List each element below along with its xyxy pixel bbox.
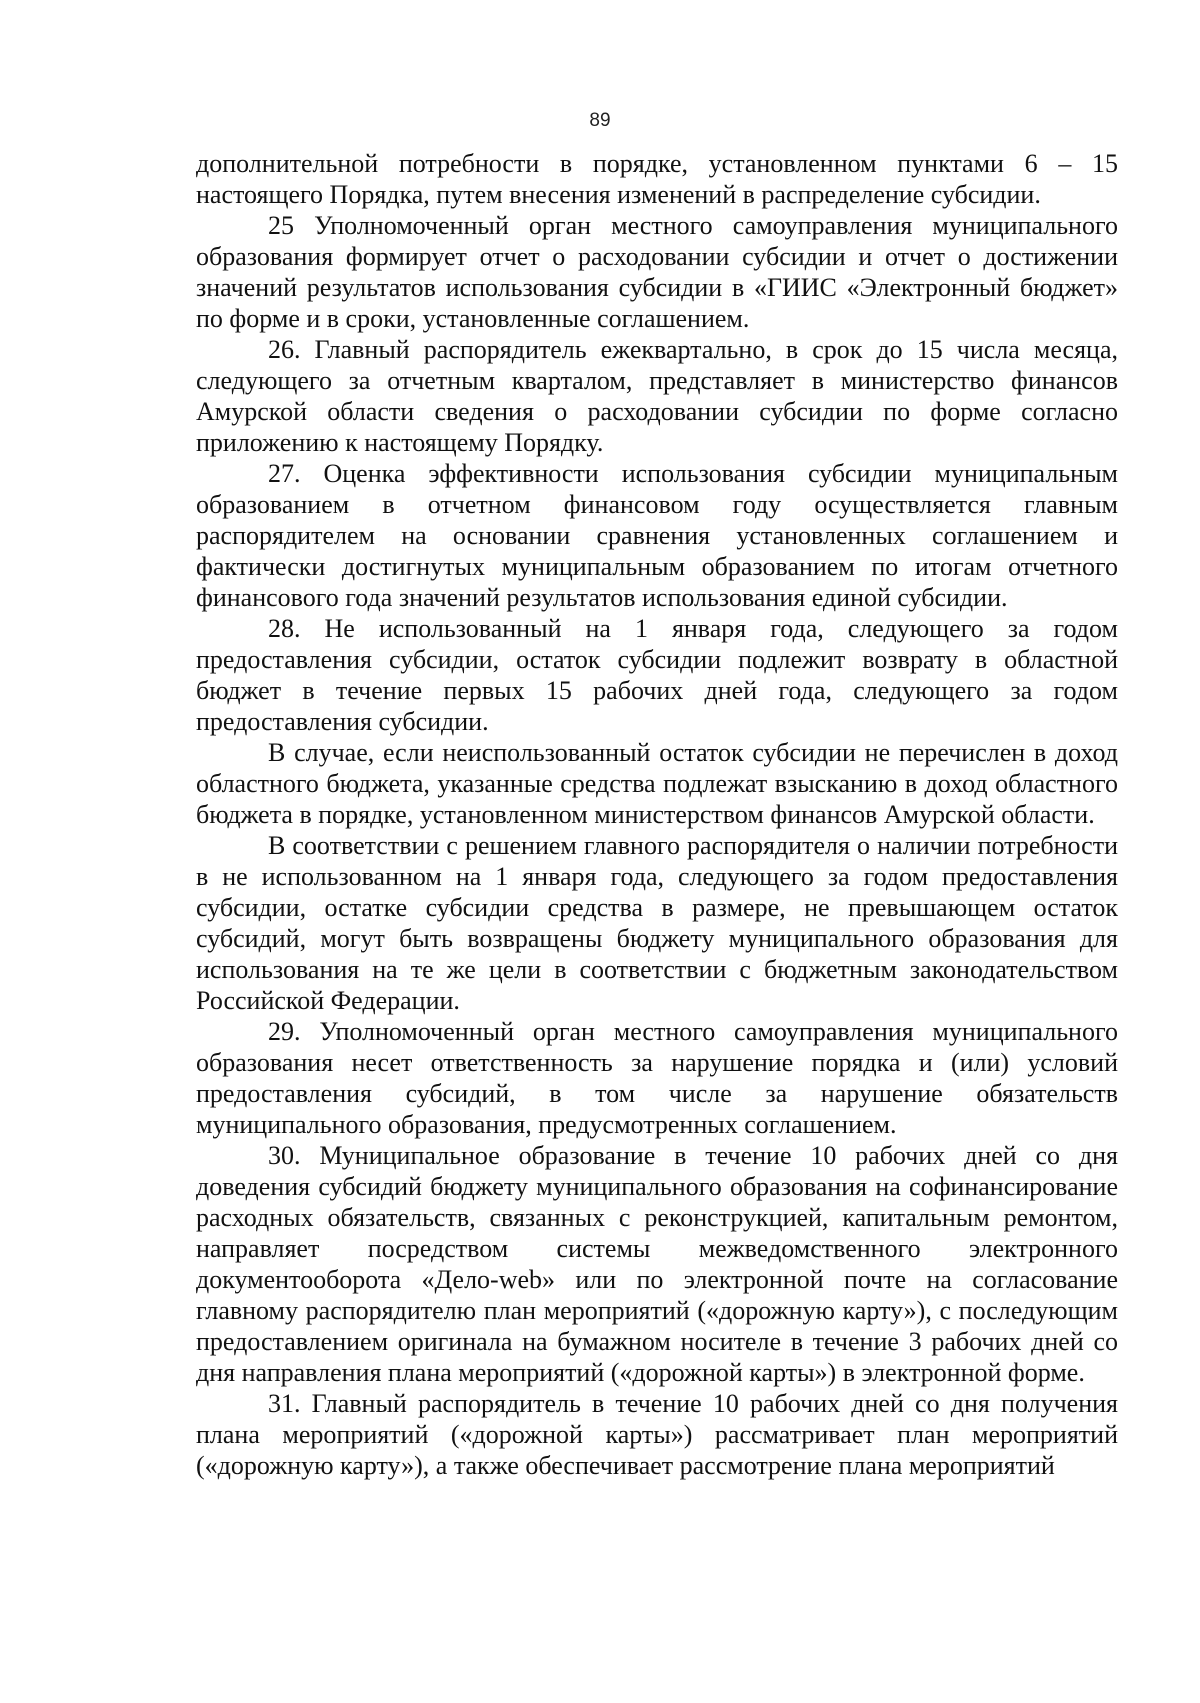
paragraph-29: 29. Уполномоченный орган местного самоуправления муниципального образования несет ответственность за нарушение порядка и (или) условий предоставления субсидий, в том числе за нарушение обязательств муниципального образования, предусмотренных соглашением. <box>196 1017 1118 1139</box>
paragraph-26: 26. Главный распорядитель ежеквартально, в срок до 15 числа месяца, следующего за отчетным кварталом, представляет в министерство финансов Амурской области сведения о расходовании субсидии по форме согласно приложению к настоящему Порядку. <box>196 335 1118 457</box>
paragraph-28: 28. Не использованный на 1 января года, следующего за годом предоставления субсидии, остаток субсидии подлежит возврату в областной бюджет в течение первых 15 рабочих дней года, следующего за годом предоставления субсидии. <box>196 614 1118 736</box>
paragraph-continuation: дополнительной потребности в порядке, установленном пунктами 6 – 15 настоящего Порядка, путем внесения изменений в распределение субсидии. <box>196 149 1118 209</box>
paragraph-28-case: В случае, если неиспользованный остаток субсидии не перечислен в доход областного бюджета, указанные средства подлежат взысканию в доход областного бюджета в порядке, установленном министерством финансов Амурской области. <box>196 738 1118 829</box>
paragraph-30: 30. Муниципальное образование в течение 10 рабочих дней со дня доведения субсидий бюджету муниципального образования на софинансирование расходных обязательств, связанных с реконструкцией, капитальным ремонтом, направляет посредством системы межведомственного электронного документооборота «Дело-web» или по электронной почте на согласование главному распорядителю план мероприятий («дорожную карту»), с последующим предоставлением оригинала на бумажном носителе в течение 3 рабочих дней со дня направления плана мероприятий («дорожной карты») в электронной форме. <box>196 1141 1118 1387</box>
paragraph-25: 25 Уполномоченный орган местного самоуправления муниципального образования формирует отчет о расходовании субсидии и отчет о достижении значений результатов использования субсидии в «ГИИС «Электронный бюджет» по форме и в сроки, установленные соглашением. <box>196 211 1118 333</box>
paragraph-27: 27. Оценка эффективности использования субсидии муниципальным образованием в отчетном финансовом году осуществляется главным распорядителем на основании сравнения установленных соглашением и фактически достигнутых муниципальным образованием по итогам отчетного финансового года значений результатов использования единой субсидии. <box>196 459 1118 612</box>
page-number: 89 <box>589 110 611 131</box>
paragraph-31: 31. Главный распорядитель в течение 10 рабочих дней со дня получения плана мероприятий («дорожной карты») рассматривает план мероприятий («дорожную карту»), а также обеспечивает рассмотрение плана мероприятий <box>196 1389 1118 1480</box>
paragraph-28-decision: В соответствии с решением главного распорядителя о наличии потребности в не использованном на 1 января года, следующего за годом предоставления субсидии, остатке субсидии средства в размере, не превышающем остаток субсидий, могут быть возвращены бюджету муниципального образования для использования на те же цели в соответствии с бюджетным законодательством Российской Федерации. <box>196 831 1118 1015</box>
document-body <box>196 148 1118 1481</box>
